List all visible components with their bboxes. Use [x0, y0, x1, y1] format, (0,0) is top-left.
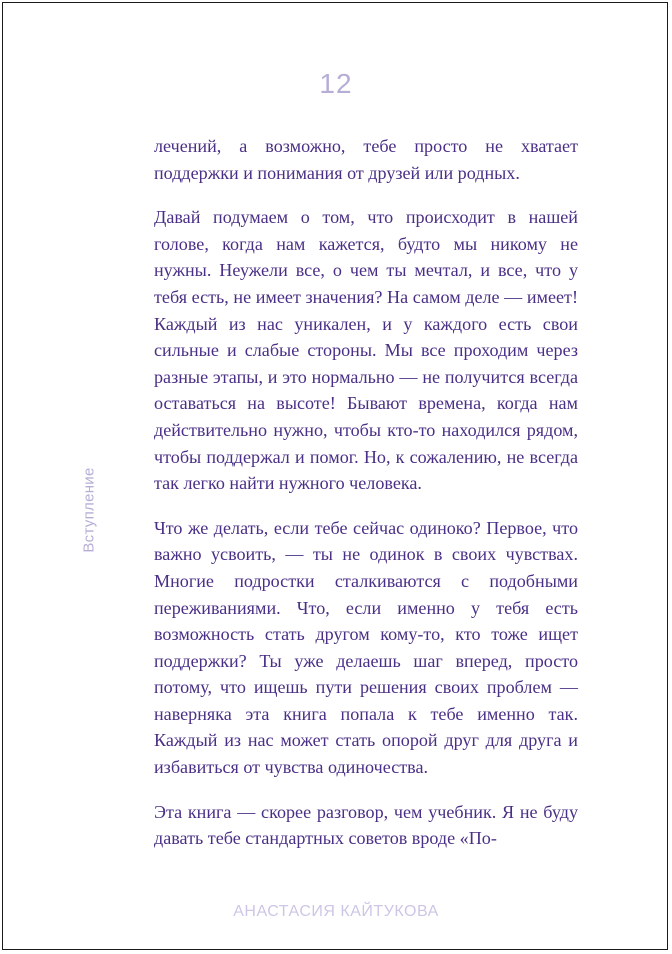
paragraph: Давай подумаем о том, что происходит в нашей голове, когда нам кажется, будто мы никому не нужны. Неужели все, о чем ты мечтал, и все, что у тебя есть, не имеет значения? На самом деле — имеет! Каждый из нас уникален, и у каждого есть свои сильные и слабые стороны. Мы все проходим через разные этапы, и это нормально — не получится всегда оставаться на высоте! Бывают времена, когда нам действительно нужно, чтобы кто-то находился рядом, чтобы поддержал и помог. Но, к сожалению, не всегда так легко найти нужного человека.: [154, 207, 578, 494]
author-footer: АНАСТАСИЯ КАЙТУКОВА: [233, 903, 439, 920]
paragraph: Эта книга — скорее разговор, чем учебник. Я не буду давать тебе стандартных советов вроде «По-: [154, 801, 578, 849]
section-label: Вступление: [80, 467, 98, 553]
paragraph: лечений, а возможно, тебе просто не хватает поддержки и понимания от друзей или родных.: [154, 136, 578, 183]
body-text: [154, 133, 578, 870]
paragraph: Что же делать, если тебе сейчас одиноко? Первое, что важно усвоить, — ты не одинок в своих чувствах. Многие подростки сталкиваются с подобными переживаниями. Что, если именно у тебя есть возможность стать другом кому-то, кто тоже ищет поддержки? Ты уже делаешь шаг вперед, просто потому, что ищешь пути решения своих проблем — наверняка эта книга попала к тебе именно так. Каждый из нас может стать опорой друг для друга и избавиться от чувства одиночества.: [154, 517, 578, 778]
page-number: 12: [319, 68, 353, 99]
